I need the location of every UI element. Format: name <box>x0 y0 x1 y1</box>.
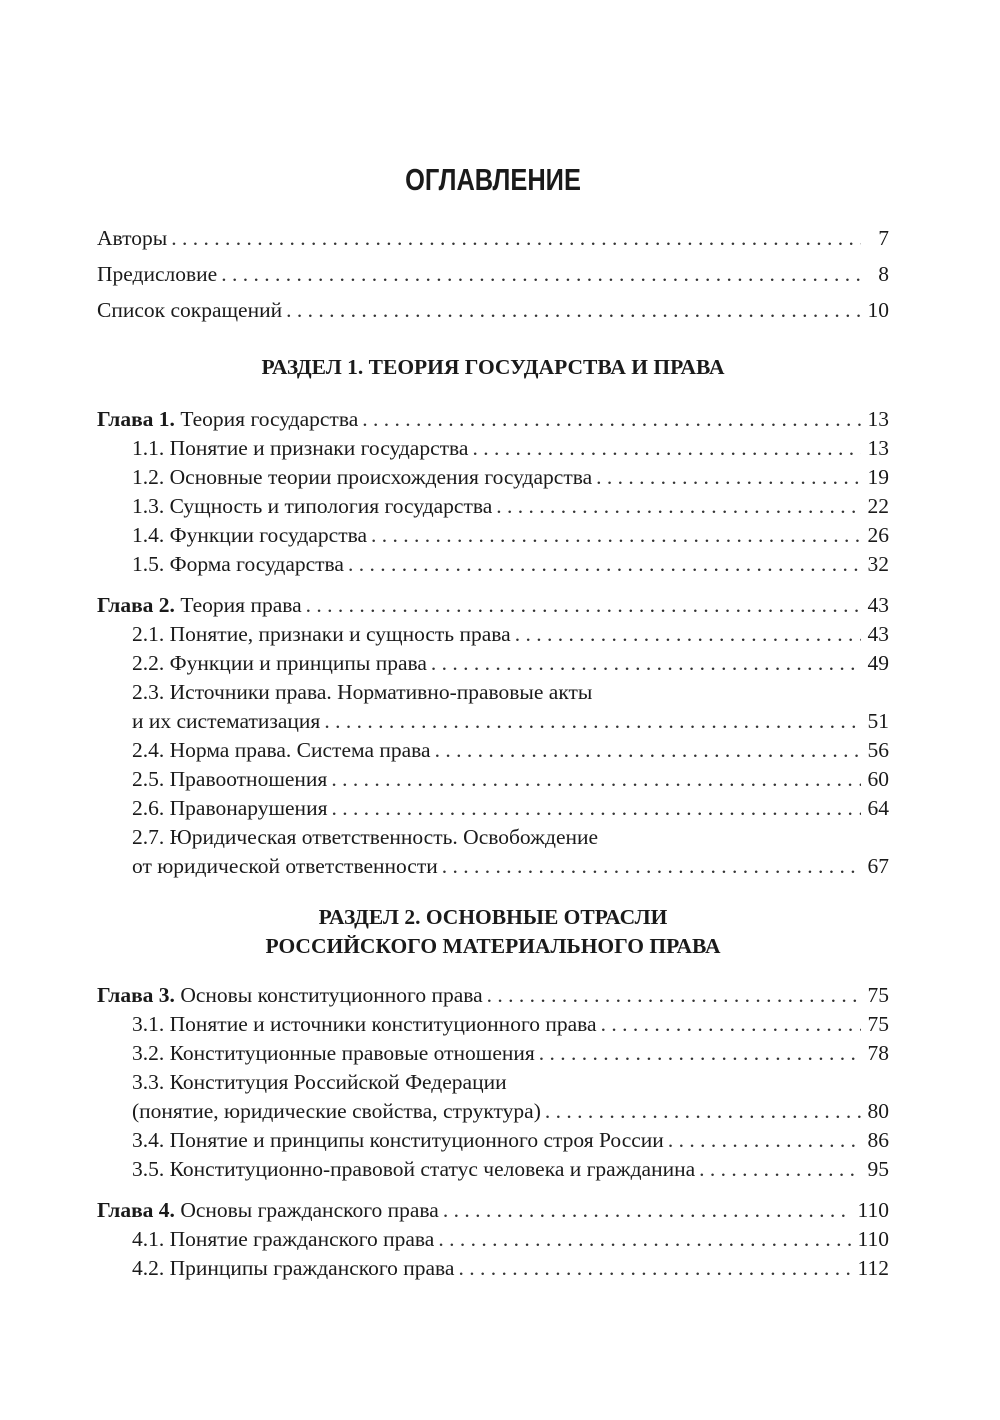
toc-subentry-continuation[interactable] <box>97 852 889 881</box>
toc-page-number: 49 <box>867 651 889 675</box>
toc-subentry-continuation[interactable] <box>97 1097 889 1126</box>
toc-subentry[interactable] <box>97 1155 889 1184</box>
toc-entry-label: 2.5. Правоотношения <box>132 767 328 791</box>
toc-entry-label: 3.4. Понятие и принципы конституционного строя России <box>132 1128 664 1152</box>
toc-chapter-entry[interactable] <box>97 405 889 434</box>
toc-chapter-entry[interactable] <box>97 591 889 620</box>
front-matter <box>97 220 889 328</box>
toc-subentry[interactable] <box>97 550 889 579</box>
toc-page-number: 60 <box>867 767 889 791</box>
dot-leader <box>596 463 861 492</box>
dot-leader <box>601 1010 861 1039</box>
toc-page-number: 110 <box>857 1198 889 1222</box>
dot-leader <box>442 852 861 881</box>
dot-leader <box>435 736 861 765</box>
toc-page-number: 19 <box>867 465 889 489</box>
toc-subentry[interactable] <box>97 649 889 678</box>
dot-leader <box>515 620 861 649</box>
toc-subentry-continuation[interactable] <box>97 707 889 736</box>
toc-subentry[interactable] <box>97 620 889 649</box>
section-title <box>97 903 889 961</box>
toc-page-number: 80 <box>867 1099 889 1123</box>
toc-entry-label: 2.3. Источники права. Нормативно-правовые акты <box>132 680 593 704</box>
toc-page-number: 26 <box>867 523 889 547</box>
chapter-title: Основы конституционного права <box>180 983 483 1007</box>
toc-subentry[interactable] <box>97 736 889 765</box>
toc-subentry-first-line[interactable] <box>97 1068 889 1097</box>
dot-leader <box>286 292 861 328</box>
toc-entry-label: 2.6. Правонарушения <box>132 796 328 820</box>
section-title <box>97 353 889 382</box>
toc-page-number: 64 <box>867 796 889 820</box>
toc-entry-label: Авторы <box>97 226 168 250</box>
toc-page-number: 32 <box>867 552 889 576</box>
chapter-title: Основы гражданского права <box>180 1198 439 1222</box>
toc-entry-label: 1.5. Форма государства <box>132 552 344 576</box>
section-title-line: РАЗДЕЛ 2. ОСНОВНЫЕ ОТРАСЛИ <box>318 905 668 929</box>
toc-entry-preface[interactable] <box>97 256 889 292</box>
toc-entry-label: 1.4. Функции государства <box>132 523 368 547</box>
toc-entry-abbreviations[interactable] <box>97 292 889 328</box>
toc-entry-label: 4.1. Понятие гражданского права <box>132 1227 435 1251</box>
dot-leader <box>472 434 861 463</box>
dot-leader <box>221 256 861 292</box>
toc-chapter-entry[interactable] <box>97 1196 889 1225</box>
chapter-1 <box>97 405 889 579</box>
toc-entry-label: (понятие, юридические свойства, структура) <box>132 1099 541 1123</box>
chapter-3 <box>97 981 889 1184</box>
toc-entry-label: 3.2. Конституционные правовые отношения <box>132 1041 535 1065</box>
dot-leader <box>171 220 861 256</box>
chapter-prefix: Глава 1. <box>97 407 175 431</box>
dot-leader <box>438 1225 851 1254</box>
chapter-prefix: Глава 4. <box>97 1198 175 1222</box>
toc-page-number: 43 <box>867 593 889 617</box>
toc-entry-label: 3.5. Конституционно-правовой статус человека и гражданина <box>132 1157 696 1181</box>
dot-leader <box>545 1097 861 1126</box>
toc-page-number: 110 <box>857 1227 889 1251</box>
toc-page-number: 67 <box>867 854 889 878</box>
toc-subentry[interactable] <box>97 1010 889 1039</box>
toc-subentry[interactable] <box>97 1126 889 1155</box>
toc-subentry[interactable] <box>97 1225 889 1254</box>
toc-entry-label: 1.1. Понятие и признаки государства <box>132 436 469 460</box>
dot-leader <box>443 1196 852 1225</box>
dot-leader <box>699 1155 861 1184</box>
toc-page-number: 75 <box>867 983 889 1007</box>
toc-page-number: 112 <box>857 1256 889 1280</box>
toc-subentry[interactable] <box>97 1254 889 1283</box>
toc-subentry-first-line[interactable] <box>97 678 889 707</box>
toc-entry-label: 2.7. Юридическая ответственность. Освобождение <box>132 825 599 849</box>
toc-entry-label: Список сокращений <box>97 298 283 322</box>
dot-leader <box>371 521 861 550</box>
toc-subentry[interactable] <box>97 765 889 794</box>
toc-subentry[interactable] <box>97 434 889 463</box>
toc-page-number: 13 <box>867 407 889 431</box>
toc-entry-label: 3.3. Конституция Российской Федерации <box>132 1070 507 1094</box>
toc-subentry[interactable] <box>97 1039 889 1068</box>
toc-subentry[interactable] <box>97 463 889 492</box>
chapter-prefix: Глава 2. <box>97 593 175 617</box>
toc-entry-label <box>97 1196 443 1225</box>
toc-page-number: 78 <box>867 1041 889 1065</box>
dot-leader <box>324 707 861 736</box>
chapter-2 <box>97 591 889 881</box>
toc-entry-label: 2.2. Функции и принципы права <box>132 651 427 675</box>
toc-entry-label: 2.1. Понятие, признаки и сущность права <box>132 622 511 646</box>
toc-page-number: 22 <box>867 494 889 518</box>
toc-entry-label <box>97 591 306 620</box>
toc-page-number: 8 <box>878 262 889 286</box>
toc-subentry[interactable] <box>97 492 889 521</box>
dot-leader <box>668 1126 861 1155</box>
dot-leader <box>306 591 861 620</box>
dot-leader <box>331 765 861 794</box>
chapter-title: Теория права <box>180 593 302 617</box>
toc-entry-label: 3.1. Понятие и источники конституционного права <box>132 1012 597 1036</box>
toc-page-number: 43 <box>867 622 889 646</box>
toc-chapter-entry[interactable] <box>97 981 889 1010</box>
toc-page-number: 56 <box>867 738 889 762</box>
toc-entry-label: 1.3. Сущность и типология государства <box>132 494 493 518</box>
toc-page-number: 86 <box>867 1128 889 1152</box>
toc-page <box>97 158 889 1295</box>
toc-entry-label: 4.2. Принципы гражданского права <box>132 1256 455 1280</box>
dot-leader <box>331 794 861 823</box>
chapter-prefix: Глава 3. <box>97 983 175 1007</box>
toc-entry-label: Предисловие <box>97 262 218 286</box>
toc-entry-label: 2.4. Норма права. Система права <box>132 738 431 762</box>
dot-leader <box>496 492 861 521</box>
toc-subentry[interactable] <box>97 521 889 550</box>
dot-leader <box>539 1039 861 1068</box>
toc-entry-label: и их систематизация <box>132 709 321 733</box>
toc-subentry-first-line[interactable] <box>97 823 889 852</box>
toc-page-number: 51 <box>867 709 889 733</box>
dot-leader <box>362 405 861 434</box>
toc-page-number: 95 <box>867 1157 889 1181</box>
toc-page-number: 7 <box>878 226 889 250</box>
toc-entry-label: от юридической ответственности <box>132 854 438 878</box>
toc-entry-label <box>97 405 362 434</box>
section-title-line: РАЗДЕЛ 1. ТЕОРИЯ ГОСУДАРСТВА И ПРАВА <box>261 355 725 379</box>
dot-leader <box>458 1254 851 1283</box>
toc-subentry[interactable] <box>97 794 889 823</box>
dot-leader <box>348 550 861 579</box>
toc-page-number: 10 <box>867 298 889 322</box>
toc-title: ОГЛАВЛЕНИЕ <box>405 162 581 197</box>
dot-leader <box>431 649 861 678</box>
toc-page-number: 75 <box>867 1012 889 1036</box>
section-title-line: РОССИЙСКОГО МАТЕРИАЛЬНОГО ПРАВА <box>265 934 721 958</box>
toc-entry-label <box>97 981 487 1010</box>
dot-leader <box>487 981 861 1010</box>
toc-entry-authors[interactable] <box>97 220 889 256</box>
toc-entry-label: 1.2. Основные теории происхождения государства <box>132 465 593 489</box>
chapter-4 <box>97 1196 889 1283</box>
chapter-title: Теория государства <box>180 407 359 431</box>
toc-page-number: 13 <box>867 436 889 460</box>
